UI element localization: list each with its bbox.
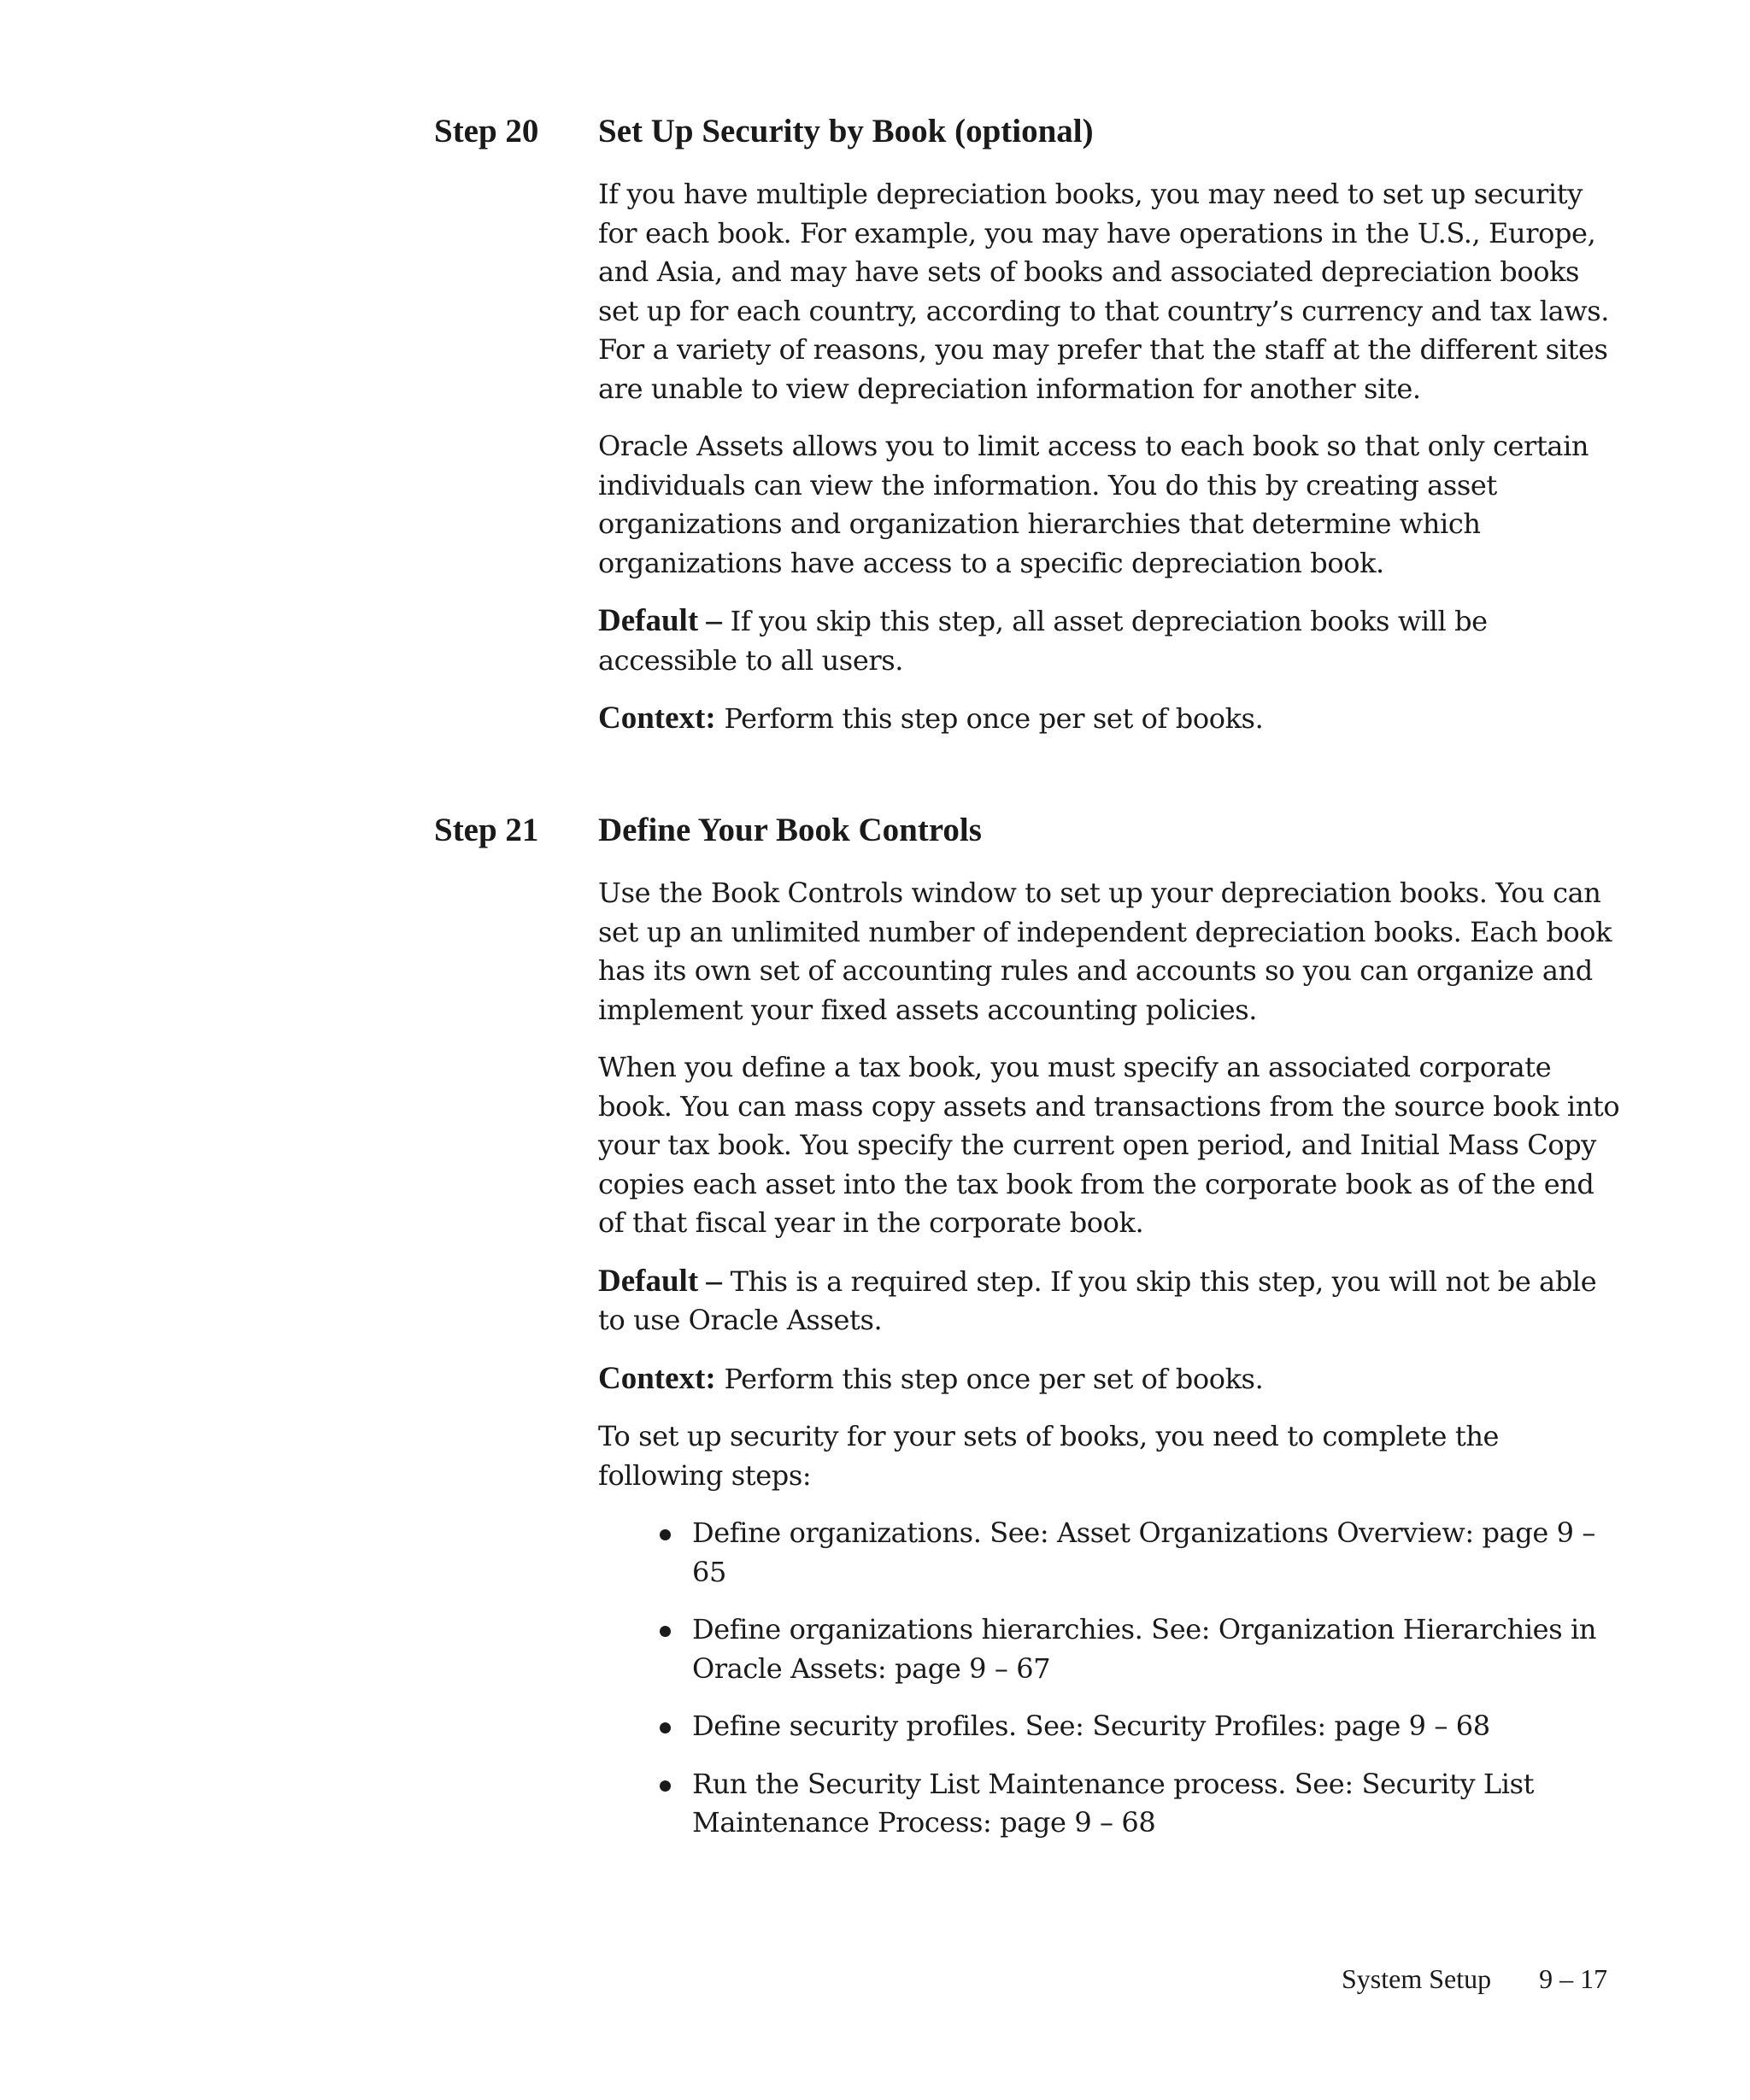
step-21-context-note [598,1359,1624,1399]
bullet-text: Define organizations. See: Asset Organizations Overview: page 9 – 65 [692,1516,1595,1588]
step-20-context-text: Perform this step once per set of books. [715,702,1264,735]
step-20-context-note [598,699,1624,739]
bullet-icon [660,1626,671,1637]
step-21-context-label: Context: [598,1360,716,1396]
bullet-text: Define security profiles. See: Security Profiles: page 9 – 68 [692,1710,1490,1742]
step-21-title: Define Your Book Controls [598,812,982,848]
step-21-body [598,811,1624,1862]
list-item [598,1610,1624,1688]
security-steps-list [598,1514,1624,1843]
bullet-icon [660,1529,671,1540]
step-21-paragraph-2: When you define a tax book, you must specify an associated corporate book. You can mass copy assets and transactions from the source book into your tax book. You specify the current open period, and Initial Mass Copy copies each asset into the tax book from the corporate book as of the end of that fiscal year in the corporate book. [598,1051,1620,1239]
step-21-default-text: This is a required step. If you skip this step, you will not be able to use Oracle Assets. [598,1264,1597,1336]
step-21-context-text: Perform this step once per set of books. [715,1362,1264,1395]
bullet-text: Define organizations hierarchies. See: Organization Hierarchies in Oracle Assets: page 9 – 67 [692,1613,1597,1685]
step-20-default-text: If you skip this step, all asset depreciation books will be accessible to all users. [598,605,1488,677]
page-number: 9 – 17 [1539,1963,1608,1994]
step-21-label: Step 21 [434,812,539,848]
step-20-body [598,112,1624,758]
list-item [598,1514,1624,1592]
footer-section-title: System Setup [1342,1963,1492,1994]
step-20-paragraph-2: Oracle Assets allows you to limit access to each book so that only certain individuals can view the information. You do this by creating asset organizations and organization hierarchies that determine which organizations have access to a specific depreciation book. [598,430,1589,579]
page-footer [1342,1962,1607,1996]
step-21-default-label: Default – [598,1263,722,1299]
step-20-context-label: Context: [598,701,716,736]
security-steps-intro: To set up security for your sets of books, you need to complete the following steps: [598,1420,1500,1492]
step-20-label: Step 20 [434,113,539,150]
bullet-icon [660,1722,671,1733]
step-20-default-label: Default – [598,603,722,638]
step-21-paragraph-1: Use the Book Controls window to set up your depreciation books. You can set up an unlimited number of independent depreciation books. Each book has its own set of accounting rules and accounts so you can organize and implement your fixed assets accounting policies. [598,877,1612,1026]
step-20-default-note [598,601,1624,680]
bullet-icon [660,1780,671,1792]
step-21-default-note [598,1262,1624,1340]
bullet-text: Run the Security List Maintenance process. See: Security List Maintenance Process: page 9 – 68 [692,1767,1535,1839]
step-20-title: Set Up Security by Book (optional) [598,113,1094,150]
list-item [598,1707,1624,1746]
list-item [598,1765,1624,1843]
step-20-paragraph-1: If you have multiple depreciation books, you may need to set up security for each book. For example, you may have operations in the U.S., Europe, and Asia, and may have sets of books and associated depreciation books set up for each country, according to that country’s currency and tax laws. For a variety of reasons, you may prefer that the staff at the different sites are unable to view depreciation information for another site. [598,178,1610,405]
